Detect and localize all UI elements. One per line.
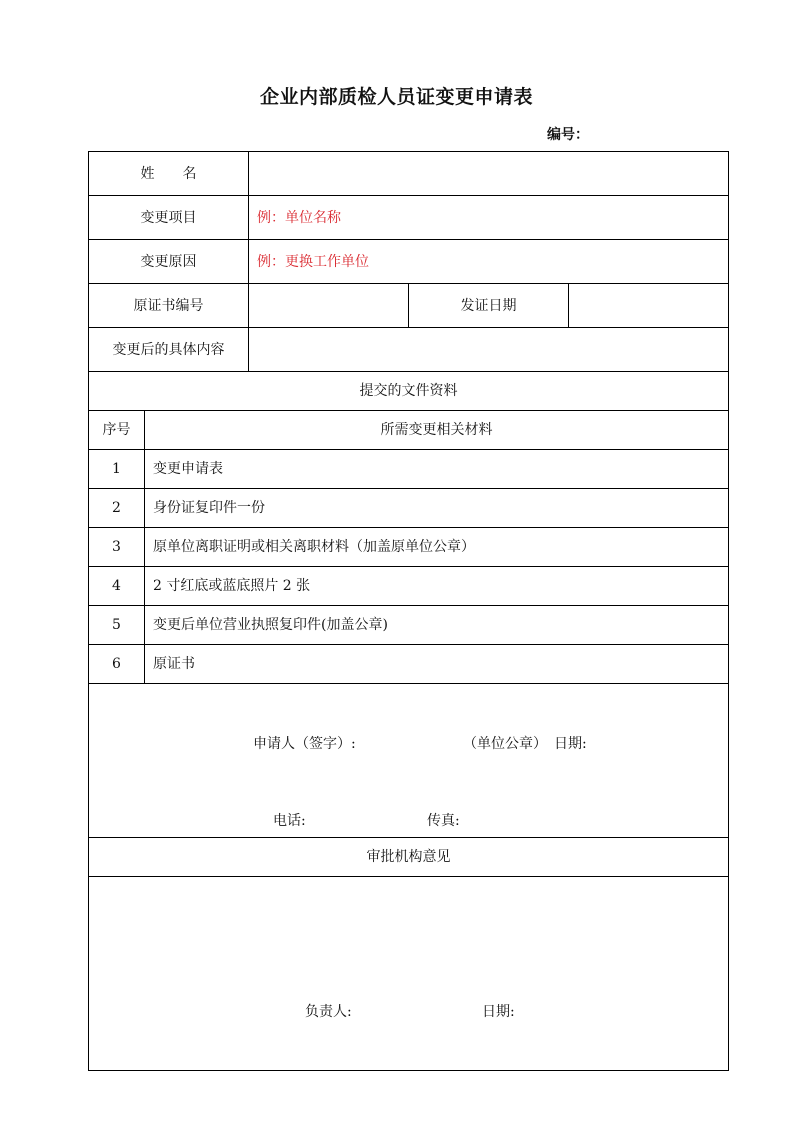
approval-section-title: 审批机构意见 — [89, 838, 729, 877]
certificate-row — [89, 284, 729, 328]
table-row — [89, 567, 729, 606]
applicant-signature-area[interactable] — [89, 684, 729, 838]
fax-label: 传真: — [427, 813, 460, 829]
column-header-no: 序号 — [89, 411, 145, 450]
approval-date-label: 日期: — [482, 1004, 515, 1020]
row-number: 5 — [89, 606, 145, 645]
issue-date-field[interactable] — [569, 284, 729, 328]
row-material: 变更后单位营业执照复印件(加盖公章) — [145, 606, 729, 645]
row-number: 6 — [89, 645, 145, 684]
table-row — [89, 489, 729, 528]
content-after-field[interactable] — [249, 328, 729, 372]
row-number: 3 — [89, 528, 145, 567]
approval-section-header-row — [89, 838, 729, 877]
row-number: 4 — [89, 567, 145, 606]
table-row — [89, 645, 729, 684]
change-item-label: 变更项目 — [89, 196, 249, 240]
documents-section-header-row — [89, 372, 729, 411]
row-material: 原单位离职证明或相关离职材料（加盖原单位公章） — [145, 528, 729, 567]
applicant-signature-row — [89, 684, 729, 838]
responsible-person-label: 负责人: — [305, 1004, 352, 1020]
approval-opinion-row — [89, 877, 729, 1071]
row-material: 身份证复印件一份 — [145, 489, 729, 528]
content-after-row — [89, 328, 729, 372]
orig-cert-no-field[interactable] — [249, 284, 409, 328]
name-field[interactable] — [249, 152, 729, 196]
unit-seal-label: （单位公章） — [463, 736, 547, 752]
phone-label: 电话: — [273, 813, 306, 829]
application-form-table — [88, 151, 729, 1071]
row-material: 2 寸红底或蓝底照片 2 张 — [145, 567, 729, 606]
change-reason-field[interactable]: 例：更换工作单位 — [249, 240, 729, 284]
documents-section-title: 提交的文件资料 — [89, 372, 729, 411]
approval-opinion-area[interactable] — [89, 877, 729, 1071]
name-row — [89, 152, 729, 196]
change-reason-label: 变更原因 — [89, 240, 249, 284]
change-item-row — [89, 196, 729, 240]
change-reason-row — [89, 240, 729, 284]
row-number: 2 — [89, 489, 145, 528]
documents-column-header-row — [89, 411, 729, 450]
form-title: 企业内部质检人员证变更申请表 — [259, 86, 533, 108]
table-row — [89, 450, 729, 489]
change-item-field[interactable]: 例：单位名称 — [249, 196, 729, 240]
orig-cert-no-label: 原证书编号 — [89, 284, 249, 328]
row-material: 原证书 — [145, 645, 729, 684]
applicant-signature-label: 申请人（签字）: — [253, 736, 356, 752]
table-row — [89, 606, 729, 645]
column-header-material: 所需变更相关材料 — [145, 411, 729, 450]
issue-date-label: 发证日期 — [409, 284, 569, 328]
applicant-date-label: 日期: — [554, 736, 587, 752]
table-row — [89, 528, 729, 567]
name-label: 姓 名 — [89, 152, 249, 196]
row-number: 1 — [89, 450, 145, 489]
content-after-label: 变更后的具体内容 — [89, 328, 249, 372]
row-material: 变更申请表 — [145, 450, 729, 489]
document-number-label: 编号： — [547, 127, 589, 143]
